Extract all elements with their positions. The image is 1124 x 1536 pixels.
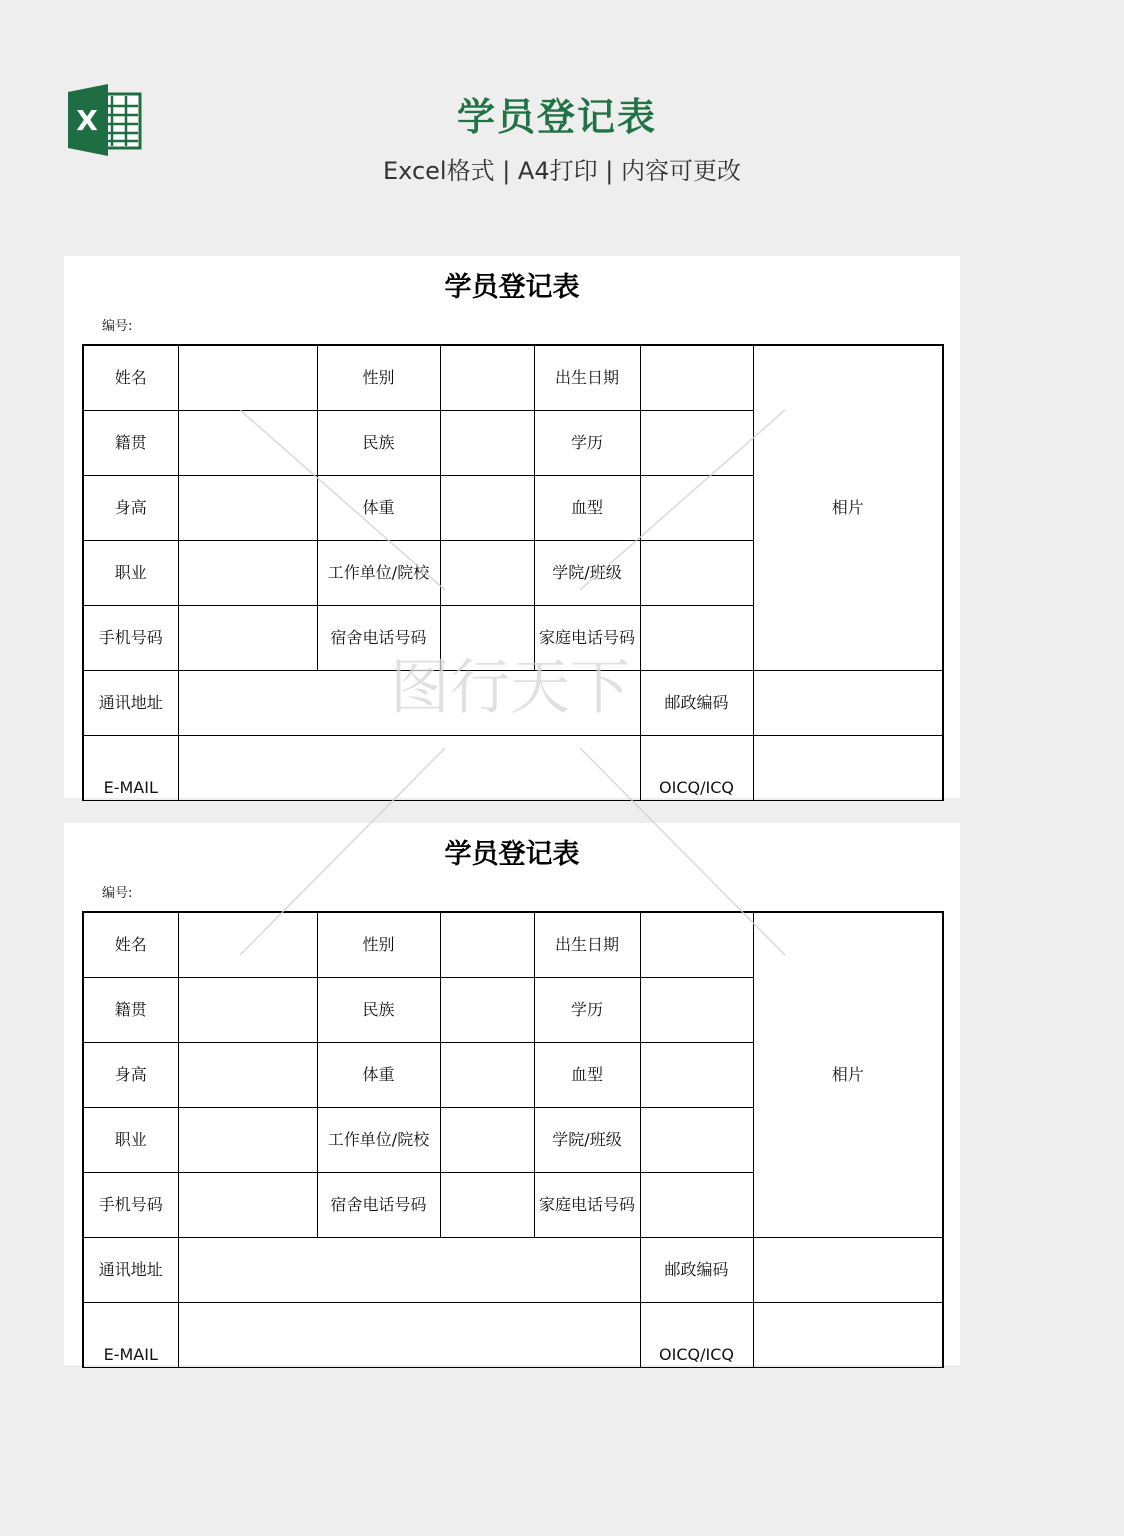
- education-cell[interactable]: [640, 978, 753, 1043]
- ethnicity-label: 民族: [317, 978, 440, 1043]
- blood-type-label: 血型: [534, 1043, 640, 1108]
- page-header: [0, 0, 1024, 230]
- education-cell[interactable]: [640, 411, 753, 476]
- excel-logo-letter: X: [76, 104, 98, 137]
- occupation-label: 职业: [83, 1108, 178, 1173]
- email-label-text: E-MAIL: [103, 778, 158, 797]
- education-label: 学历: [534, 411, 640, 476]
- name-label: 姓名: [83, 912, 178, 978]
- registration-form-preview-1: [64, 256, 960, 798]
- college-class-label: 学院/班级: [534, 541, 640, 606]
- mobile-label: 手机号码: [83, 1173, 178, 1238]
- blood-type-cell[interactable]: [640, 1043, 753, 1108]
- college-class-cell[interactable]: [640, 541, 753, 606]
- form-grid: [82, 911, 942, 1364]
- serial-number-label: 编号:: [102, 886, 133, 901]
- watermark-text: 图行天下: [390, 653, 630, 723]
- email-label: [83, 736, 178, 801]
- page-title: 学员登记表: [456, 95, 657, 139]
- birthdate-cell[interactable]: [640, 912, 753, 978]
- icq-label-text: OICQ/ICQ: [659, 1345, 734, 1364]
- table-row: [83, 736, 943, 801]
- name-cell[interactable]: [178, 345, 317, 411]
- weight-cell[interactable]: [440, 1043, 534, 1108]
- table-row: [83, 345, 943, 411]
- form-grid: [82, 344, 942, 797]
- birthdate-label: 出生日期: [534, 912, 640, 978]
- registration-table: [82, 344, 944, 801]
- college-class-cell[interactable]: [640, 1108, 753, 1173]
- registration-form-preview-2: [64, 823, 960, 1365]
- home-phone-label: 家庭电话号码: [534, 606, 640, 671]
- birthdate-label: 出生日期: [534, 345, 640, 411]
- home-phone-cell[interactable]: [640, 606, 753, 671]
- dorm-phone-cell[interactable]: [440, 606, 534, 671]
- height-cell[interactable]: [178, 476, 317, 541]
- name-cell[interactable]: [178, 912, 317, 978]
- blood-type-cell[interactable]: [640, 476, 753, 541]
- email-label: [83, 1303, 178, 1368]
- weight-label: 体重: [317, 476, 440, 541]
- address-label: 通讯地址: [83, 671, 178, 736]
- gender-label: 性别: [317, 912, 440, 978]
- dorm-phone-label: 宿舍电话号码: [317, 606, 440, 671]
- height-label: 身高: [83, 476, 178, 541]
- weight-label: 体重: [317, 1043, 440, 1108]
- college-class-label: 学院/班级: [534, 1108, 640, 1173]
- gender-cell[interactable]: [440, 345, 534, 411]
- postcode-cell[interactable]: [753, 1238, 943, 1303]
- form-title: 学员登记表: [444, 272, 580, 303]
- ethnicity-label: 民族: [317, 411, 440, 476]
- blood-type-label: 血型: [534, 476, 640, 541]
- employer-cell[interactable]: [440, 541, 534, 606]
- occupation-cell[interactable]: [178, 1108, 317, 1173]
- gender-cell[interactable]: [440, 912, 534, 978]
- address-cell[interactable]: [178, 671, 640, 736]
- home-phone-cell[interactable]: [640, 1173, 753, 1238]
- employer-label: 工作单位/院校: [317, 541, 440, 606]
- registration-table: [82, 911, 944, 1368]
- email-cell[interactable]: [178, 1303, 640, 1368]
- mobile-cell[interactable]: [178, 1173, 317, 1238]
- icq-cell[interactable]: [753, 1303, 943, 1368]
- address-label: 通讯地址: [83, 1238, 178, 1303]
- occupation-label: 职业: [83, 541, 178, 606]
- home-phone-label: 家庭电话号码: [534, 1173, 640, 1238]
- mobile-label: 手机号码: [83, 606, 178, 671]
- birthdate-cell[interactable]: [640, 345, 753, 411]
- ethnicity-cell[interactable]: [440, 411, 534, 476]
- height-cell[interactable]: [178, 1043, 317, 1108]
- photo-cell[interactable]: 相片: [753, 345, 943, 671]
- height-label: 身高: [83, 1043, 178, 1108]
- email-label-text: E-MAIL: [103, 1345, 158, 1364]
- postcode-label: 邮政编码: [640, 671, 753, 736]
- employer-label: 工作单位/院校: [317, 1108, 440, 1173]
- table-row: [83, 1238, 943, 1303]
- icq-label: [640, 736, 753, 801]
- form-title: 学员登记表: [444, 839, 580, 870]
- table-row: [83, 1303, 943, 1368]
- icq-label: [640, 1303, 753, 1368]
- icq-label-text: OICQ/ICQ: [659, 778, 734, 797]
- education-label: 学历: [534, 978, 640, 1043]
- ethnicity-cell[interactable]: [440, 978, 534, 1043]
- postcode-cell[interactable]: [753, 671, 943, 736]
- mobile-cell[interactable]: [178, 606, 317, 671]
- native-place-label: 籍贯: [83, 978, 178, 1043]
- photo-cell[interactable]: 相片: [753, 912, 943, 1238]
- page-subtitle: Excel格式 | A4打印 | 内容可更改: [383, 157, 741, 185]
- employer-cell[interactable]: [440, 1108, 534, 1173]
- serial-number-label: 编号:: [102, 319, 133, 334]
- address-cell[interactable]: [178, 1238, 640, 1303]
- native-place-cell[interactable]: [178, 978, 317, 1043]
- table-row: [83, 912, 943, 978]
- email-cell[interactable]: [178, 736, 640, 801]
- dorm-phone-cell[interactable]: [440, 1173, 534, 1238]
- native-place-cell[interactable]: [178, 411, 317, 476]
- postcode-label: 邮政编码: [640, 1238, 753, 1303]
- native-place-label: 籍贯: [83, 411, 178, 476]
- occupation-cell[interactable]: [178, 541, 317, 606]
- name-label: 姓名: [83, 345, 178, 411]
- icq-cell[interactable]: [753, 736, 943, 801]
- dorm-phone-label: 宿舍电话号码: [317, 1173, 440, 1238]
- gender-label: 性别: [317, 345, 440, 411]
- table-row: [83, 671, 943, 736]
- weight-cell[interactable]: [440, 476, 534, 541]
